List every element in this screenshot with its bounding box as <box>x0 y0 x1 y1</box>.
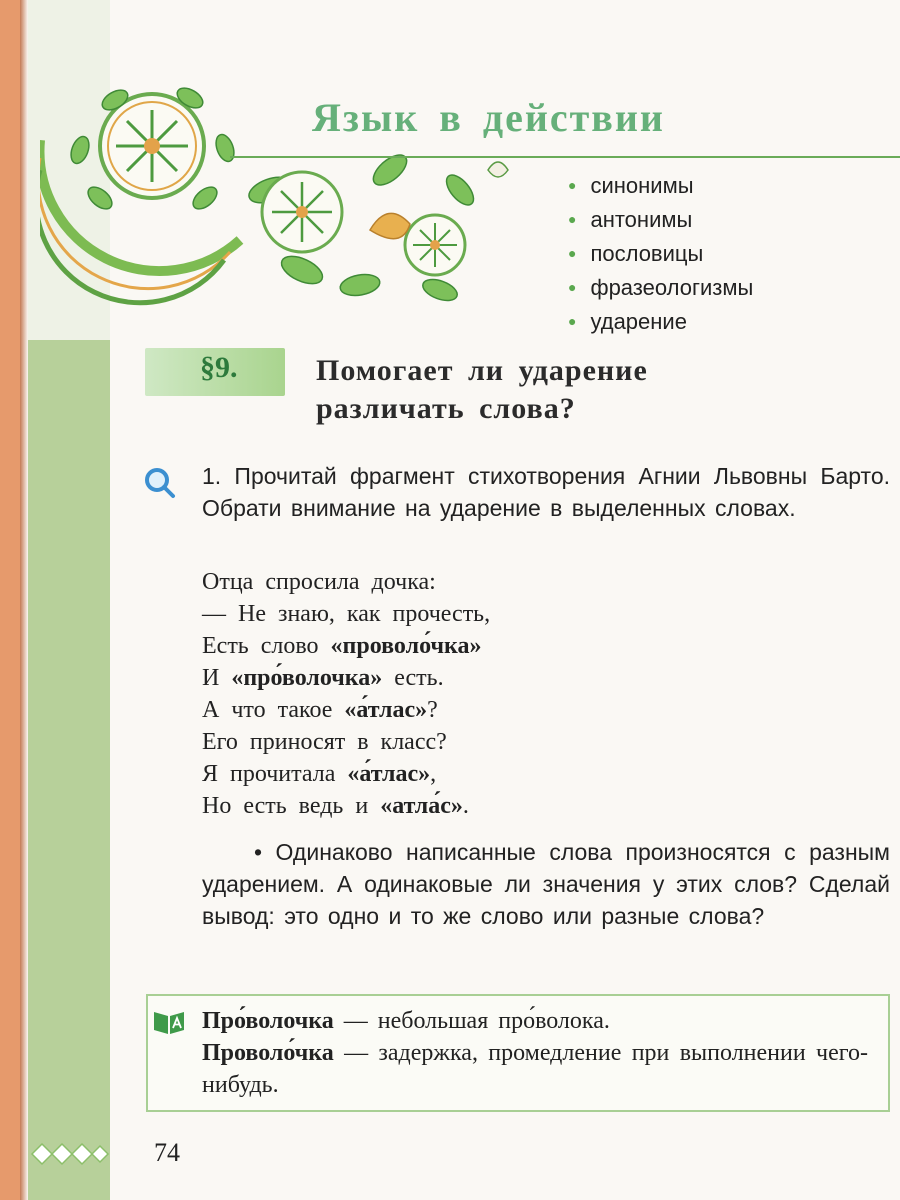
magnifier-icon <box>143 466 177 500</box>
poem-line <box>202 566 490 598</box>
poem-line <box>202 598 490 630</box>
poem-line <box>202 630 490 662</box>
highlighted-word: «а́тлас» <box>347 761 431 787</box>
topic-label: пословицы <box>590 241 704 266</box>
highlighted-word: «а́тлас» <box>344 697 428 723</box>
question-bullet: • <box>254 839 263 865</box>
section-number: §9. <box>200 351 238 384</box>
poem-text: Но есть ведь и <box>202 793 381 819</box>
dictionary-text <box>202 1005 868 1101</box>
poem-text: есть. <box>382 665 444 691</box>
chapter-title: Язык в действии <box>312 95 665 140</box>
topic-item <box>568 202 753 236</box>
topic-list <box>568 168 753 338</box>
book-spine <box>0 0 20 1200</box>
task-text <box>202 460 890 524</box>
task-instruction: Прочитай фрагмент стихотворения Агнии Львовны Барто. Обрати внимание на ударение в выделенных словах. <box>202 463 890 521</box>
poem-line <box>202 662 490 694</box>
section-title-line: Помогает ли ударение <box>316 354 648 387</box>
poem-text: Есть слово <box>202 633 331 659</box>
bullet-icon: ● <box>568 177 577 193</box>
poem <box>202 566 490 822</box>
poem-text: Я прочитала <box>202 761 348 787</box>
topic-label: синонимы <box>590 173 694 198</box>
poem-text: . <box>462 793 469 819</box>
poem-text: Его приносят в класс? <box>202 729 447 755</box>
book-icon <box>152 1008 186 1036</box>
header-rule <box>230 156 900 158</box>
poem-text: , <box>430 761 437 787</box>
dictionary-definition: — задержка, промедление при выполнении чего-нибудь. <box>202 1040 868 1098</box>
highlighted-word: «про́волочка» <box>231 665 383 691</box>
poem-text: — Не знаю, как прочесть, <box>202 601 491 627</box>
bullet-icon: ● <box>568 211 577 227</box>
page-number: 74 <box>154 1138 180 1167</box>
poem-line <box>202 694 490 726</box>
dictionary-word: Проволо́чка <box>202 1040 334 1066</box>
bullet-icon: ● <box>568 313 577 329</box>
question-text <box>202 836 890 932</box>
task-number: 1. <box>202 463 222 489</box>
section-title-line: различать слова? <box>316 392 576 425</box>
bullet-icon: ● <box>568 245 577 261</box>
topic-item <box>568 270 753 304</box>
footer-ornament <box>28 1134 110 1174</box>
highlighted-word: «атла́с» <box>380 793 463 819</box>
left-margin-band <box>28 340 110 1200</box>
topic-item <box>568 168 753 202</box>
topic-label: фразеологизмы <box>590 275 754 300</box>
poem-line <box>202 758 490 790</box>
section-title <box>316 352 648 428</box>
poem-text: И <box>202 665 232 691</box>
topic-item <box>568 236 753 270</box>
poem-line <box>202 726 490 758</box>
dictionary-word: Про́волочка <box>202 1008 334 1034</box>
dictionary-definition: — небольшая про́волока. <box>333 1008 610 1034</box>
poem-text: А что такое <box>202 697 345 723</box>
bullet-icon: ● <box>568 279 577 295</box>
poem-text: ? <box>427 697 438 723</box>
spine-shadow <box>20 0 28 1200</box>
question-body: Одинаково написанные слова произносятся с разным ударением. А одинаковые ли значения у этих слов? Сделай вывод: это одно и то же слово или разные слова? <box>202 839 890 929</box>
highlighted-word: «проволо́чка» <box>330 633 482 659</box>
topic-label: антонимы <box>590 207 693 232</box>
topic-label: ударение <box>590 309 687 334</box>
poem-text: Отца спросила дочка: <box>202 569 436 595</box>
poem-line <box>202 790 490 822</box>
topic-item <box>568 304 753 338</box>
